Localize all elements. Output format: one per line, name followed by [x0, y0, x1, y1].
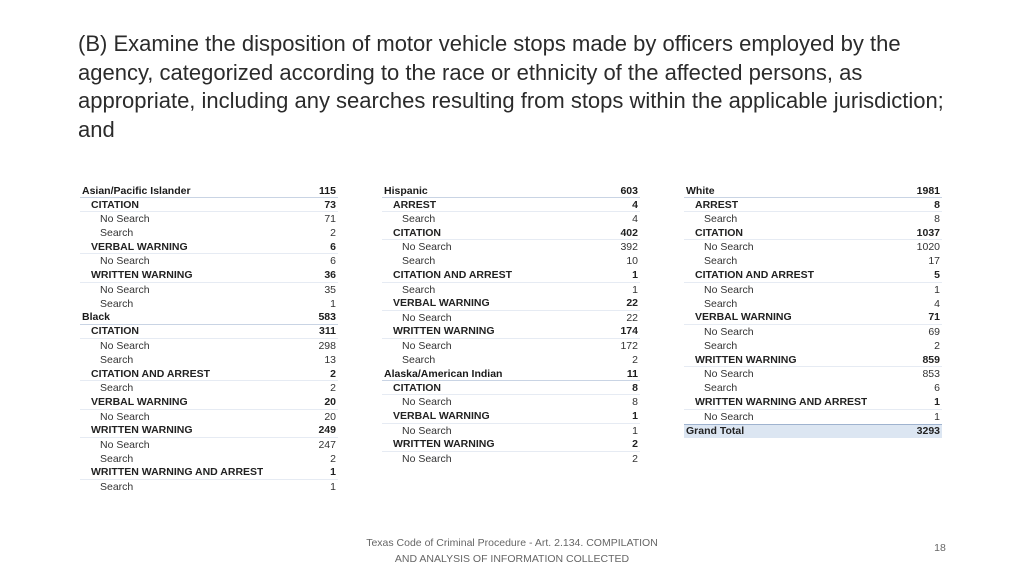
row-value: 2: [330, 382, 336, 395]
search-row: [684, 283, 942, 297]
row-label: CITATION: [91, 325, 140, 338]
row-value: 1037: [916, 226, 940, 239]
disposition-row: [684, 198, 942, 212]
row-label: No Search: [100, 283, 150, 296]
row-value: 174: [620, 325, 638, 338]
row-label: WRITTEN WARNING AND ARREST: [91, 466, 264, 479]
grand-total-row: [684, 424, 942, 438]
disposition-row: [80, 325, 338, 339]
row-label: WRITTEN WARNING: [91, 269, 193, 282]
search-row: [80, 283, 338, 297]
row-value: 583: [318, 311, 336, 324]
row-label: CITATION: [91, 198, 140, 211]
row-value: 2: [632, 438, 638, 451]
row-label: No Search: [704, 368, 754, 381]
row-label: WRITTEN WARNING: [91, 424, 193, 437]
row-value: 1: [632, 283, 638, 296]
row-label: Search: [704, 255, 738, 268]
row-value: 8: [934, 198, 940, 211]
row-value: 2: [934, 340, 940, 353]
search-row: [382, 353, 640, 367]
row-value: 1: [934, 283, 940, 296]
search-row: [80, 254, 338, 268]
search-row: [684, 297, 942, 311]
disposition-row: [80, 424, 338, 438]
search-row: [684, 410, 942, 424]
row-label: Search: [100, 480, 134, 493]
search-row: [382, 254, 640, 268]
search-row: [684, 367, 942, 381]
row-value: 1: [632, 410, 638, 422]
disposition-row: [80, 466, 338, 480]
row-value: 2: [632, 354, 638, 367]
row-label: No Search: [402, 396, 452, 409]
search-row: [80, 339, 338, 353]
footer-citation: [312, 535, 712, 567]
row-value: 311: [319, 325, 336, 338]
row-label: VERBAL WARNING: [91, 240, 188, 253]
search-row: [382, 311, 640, 325]
row-label: VERBAL WARNING: [393, 297, 490, 310]
slide-title: (B) Examine the disposition of motor vehicle stops made by officers employed by the agency, categorized according to the race or ethnicity of the affected persons, as appropriate, including any searches resulting from stops within the applicable jurisdiction; and: [78, 31, 944, 142]
row-value: 6: [330, 240, 336, 253]
row-label: WRITTEN WARNING: [393, 325, 495, 338]
disposition-row: [382, 198, 640, 212]
row-value: 4: [632, 213, 638, 226]
row-value: 298: [318, 340, 336, 353]
row-value: 10: [626, 255, 638, 268]
row-label: No Search: [100, 255, 150, 268]
search-row: [80, 410, 338, 424]
row-value: 20: [324, 410, 336, 423]
search-row: [684, 254, 942, 268]
row-value: 1: [330, 297, 336, 310]
row-value: 247: [318, 438, 336, 451]
disposition-row: [382, 226, 640, 240]
disposition-row: [80, 395, 338, 409]
row-label: Search: [402, 354, 436, 367]
row-value: 5: [934, 269, 940, 282]
search-row: [80, 353, 338, 367]
search-row: [382, 339, 640, 353]
row-label: No Search: [100, 438, 150, 451]
row-value: 402: [620, 226, 638, 239]
disposition-row: [382, 381, 640, 395]
disposition-row: [684, 269, 942, 283]
search-row: [80, 452, 338, 466]
group-row: [684, 184, 942, 198]
search-row: [80, 297, 338, 311]
page-number: 18: [934, 542, 946, 554]
row-label: VERBAL WARNING: [91, 395, 188, 408]
row-value: 13: [324, 354, 336, 367]
row-label: Hispanic: [384, 184, 428, 197]
search-row: [382, 452, 640, 466]
row-label: No Search: [100, 213, 150, 226]
row-value: 853: [922, 368, 940, 381]
row-value: 1: [330, 480, 336, 493]
row-value: 172: [620, 340, 638, 353]
row-label: Search: [100, 354, 134, 367]
row-label: Search: [402, 283, 436, 296]
footer-line-2: AND ANALYSIS OF INFORMATION COLLECTED: [394, 553, 630, 565]
row-value: 4: [632, 198, 638, 211]
row-label: VERBAL WARNING: [695, 311, 792, 324]
row-label: Search: [704, 213, 738, 226]
row-value: 2: [330, 227, 336, 240]
disposition-row: [80, 367, 338, 381]
row-label: No Search: [704, 283, 754, 296]
row-label: No Search: [402, 311, 452, 324]
pivot-table-1: [80, 184, 338, 494]
row-label: CITATION: [393, 226, 442, 239]
row-value: 69: [928, 325, 940, 338]
row-label: White: [686, 184, 715, 197]
group-row: [80, 184, 338, 198]
row-value: 6: [330, 255, 336, 268]
group-row: [382, 184, 640, 198]
row-label: Search: [100, 227, 134, 240]
search-row: [684, 212, 942, 226]
search-row: [382, 424, 640, 438]
row-label: WRITTEN WARNING: [695, 353, 797, 366]
row-label: Alaska/American Indian: [384, 367, 503, 380]
search-row: [684, 240, 942, 254]
row-label: CITATION: [393, 381, 442, 394]
search-row: [382, 212, 640, 226]
search-row: [80, 381, 338, 395]
row-label: Search: [704, 340, 738, 353]
row-value: 2: [330, 367, 336, 380]
search-row: [80, 212, 338, 226]
search-row: [80, 480, 338, 494]
row-label: ARREST: [695, 198, 739, 211]
row-value: 1020: [916, 241, 940, 254]
row-label: Black: [82, 311, 111, 324]
row-value: 1: [330, 466, 336, 479]
row-label: CITATION: [695, 226, 744, 239]
row-value: 2: [330, 452, 336, 465]
row-value: 3293: [916, 425, 940, 438]
row-label: CITATION AND ARREST: [91, 367, 210, 380]
row-value: 22: [626, 311, 638, 324]
search-row: [684, 325, 942, 339]
row-label: CITATION AND ARREST: [695, 269, 814, 282]
row-value: 17: [928, 255, 940, 268]
search-row: [684, 339, 942, 353]
row-value: 11: [626, 367, 638, 380]
disposition-row: [80, 269, 338, 283]
row-value: 603: [620, 184, 638, 197]
row-label: No Search: [704, 410, 754, 423]
row-value: 71: [324, 213, 336, 226]
row-value: 1: [934, 410, 940, 423]
row-value: 20: [324, 395, 336, 408]
row-label: Search: [704, 382, 738, 395]
row-value: 115: [319, 184, 336, 197]
disposition-row: [684, 353, 942, 367]
row-label: ARREST: [393, 198, 437, 211]
row-value: 35: [324, 283, 336, 296]
row-label: No Search: [402, 241, 452, 254]
group-row: [80, 311, 338, 325]
search-row: [80, 438, 338, 452]
row-value: 249: [318, 424, 336, 437]
row-label: No Search: [402, 452, 452, 465]
row-value: 392: [620, 241, 638, 254]
disposition-row: [382, 410, 640, 424]
row-value: 859: [922, 353, 940, 366]
row-value: 1: [632, 424, 638, 437]
row-value: 22: [626, 297, 638, 310]
row-label: Search: [704, 297, 738, 310]
disposition-row: [382, 325, 640, 339]
row-value: 71: [928, 311, 940, 324]
search-row: [382, 283, 640, 297]
row-label: CITATION AND ARREST: [393, 269, 512, 282]
disposition-row: [80, 240, 338, 254]
row-label: WRITTEN WARNING AND ARREST: [695, 395, 868, 408]
row-value: 6: [934, 382, 940, 395]
row-value: 73: [324, 198, 336, 211]
row-label: Asian/Pacific Islander: [82, 184, 191, 197]
row-value: 1: [934, 395, 940, 408]
row-label: No Search: [100, 340, 150, 353]
disposition-row: [684, 226, 942, 240]
row-label: No Search: [402, 340, 452, 353]
row-label: No Search: [402, 424, 452, 437]
search-row: [382, 395, 640, 409]
row-label: VERBAL WARNING: [393, 410, 490, 422]
row-value: 2: [632, 452, 638, 465]
footer-line-1: Texas Code of Criminal Procedure - Art. 2.134. COMPILATION: [366, 537, 658, 549]
row-label: Search: [402, 213, 436, 226]
row-label: Grand Total: [686, 425, 745, 438]
row-value: 1: [632, 269, 638, 282]
disposition-row: [382, 438, 640, 452]
search-row: [382, 240, 640, 254]
row-label: No Search: [704, 325, 754, 338]
row-value: 8: [632, 381, 638, 394]
row-label: Search: [100, 452, 134, 465]
row-label: No Search: [704, 241, 754, 254]
row-label: Search: [402, 255, 436, 268]
row-label: No Search: [100, 410, 150, 423]
row-label: Search: [100, 382, 134, 395]
search-row: [80, 226, 338, 240]
disposition-row: [684, 395, 942, 409]
search-row: [684, 381, 942, 395]
row-value: 8: [632, 396, 638, 409]
group-row: [382, 367, 640, 381]
row-value: 36: [324, 269, 336, 282]
row-label: Search: [100, 297, 134, 310]
disposition-row: [382, 297, 640, 311]
row-value: 1981: [916, 184, 940, 197]
disposition-row: [684, 311, 942, 325]
row-label: WRITTEN WARNING: [393, 438, 495, 451]
row-value: 4: [934, 297, 940, 310]
pivot-table-3: [684, 184, 942, 438]
disposition-row: [80, 198, 338, 212]
disposition-row: [382, 269, 640, 283]
pivot-table-2: [382, 184, 640, 466]
row-value: 8: [934, 213, 940, 226]
